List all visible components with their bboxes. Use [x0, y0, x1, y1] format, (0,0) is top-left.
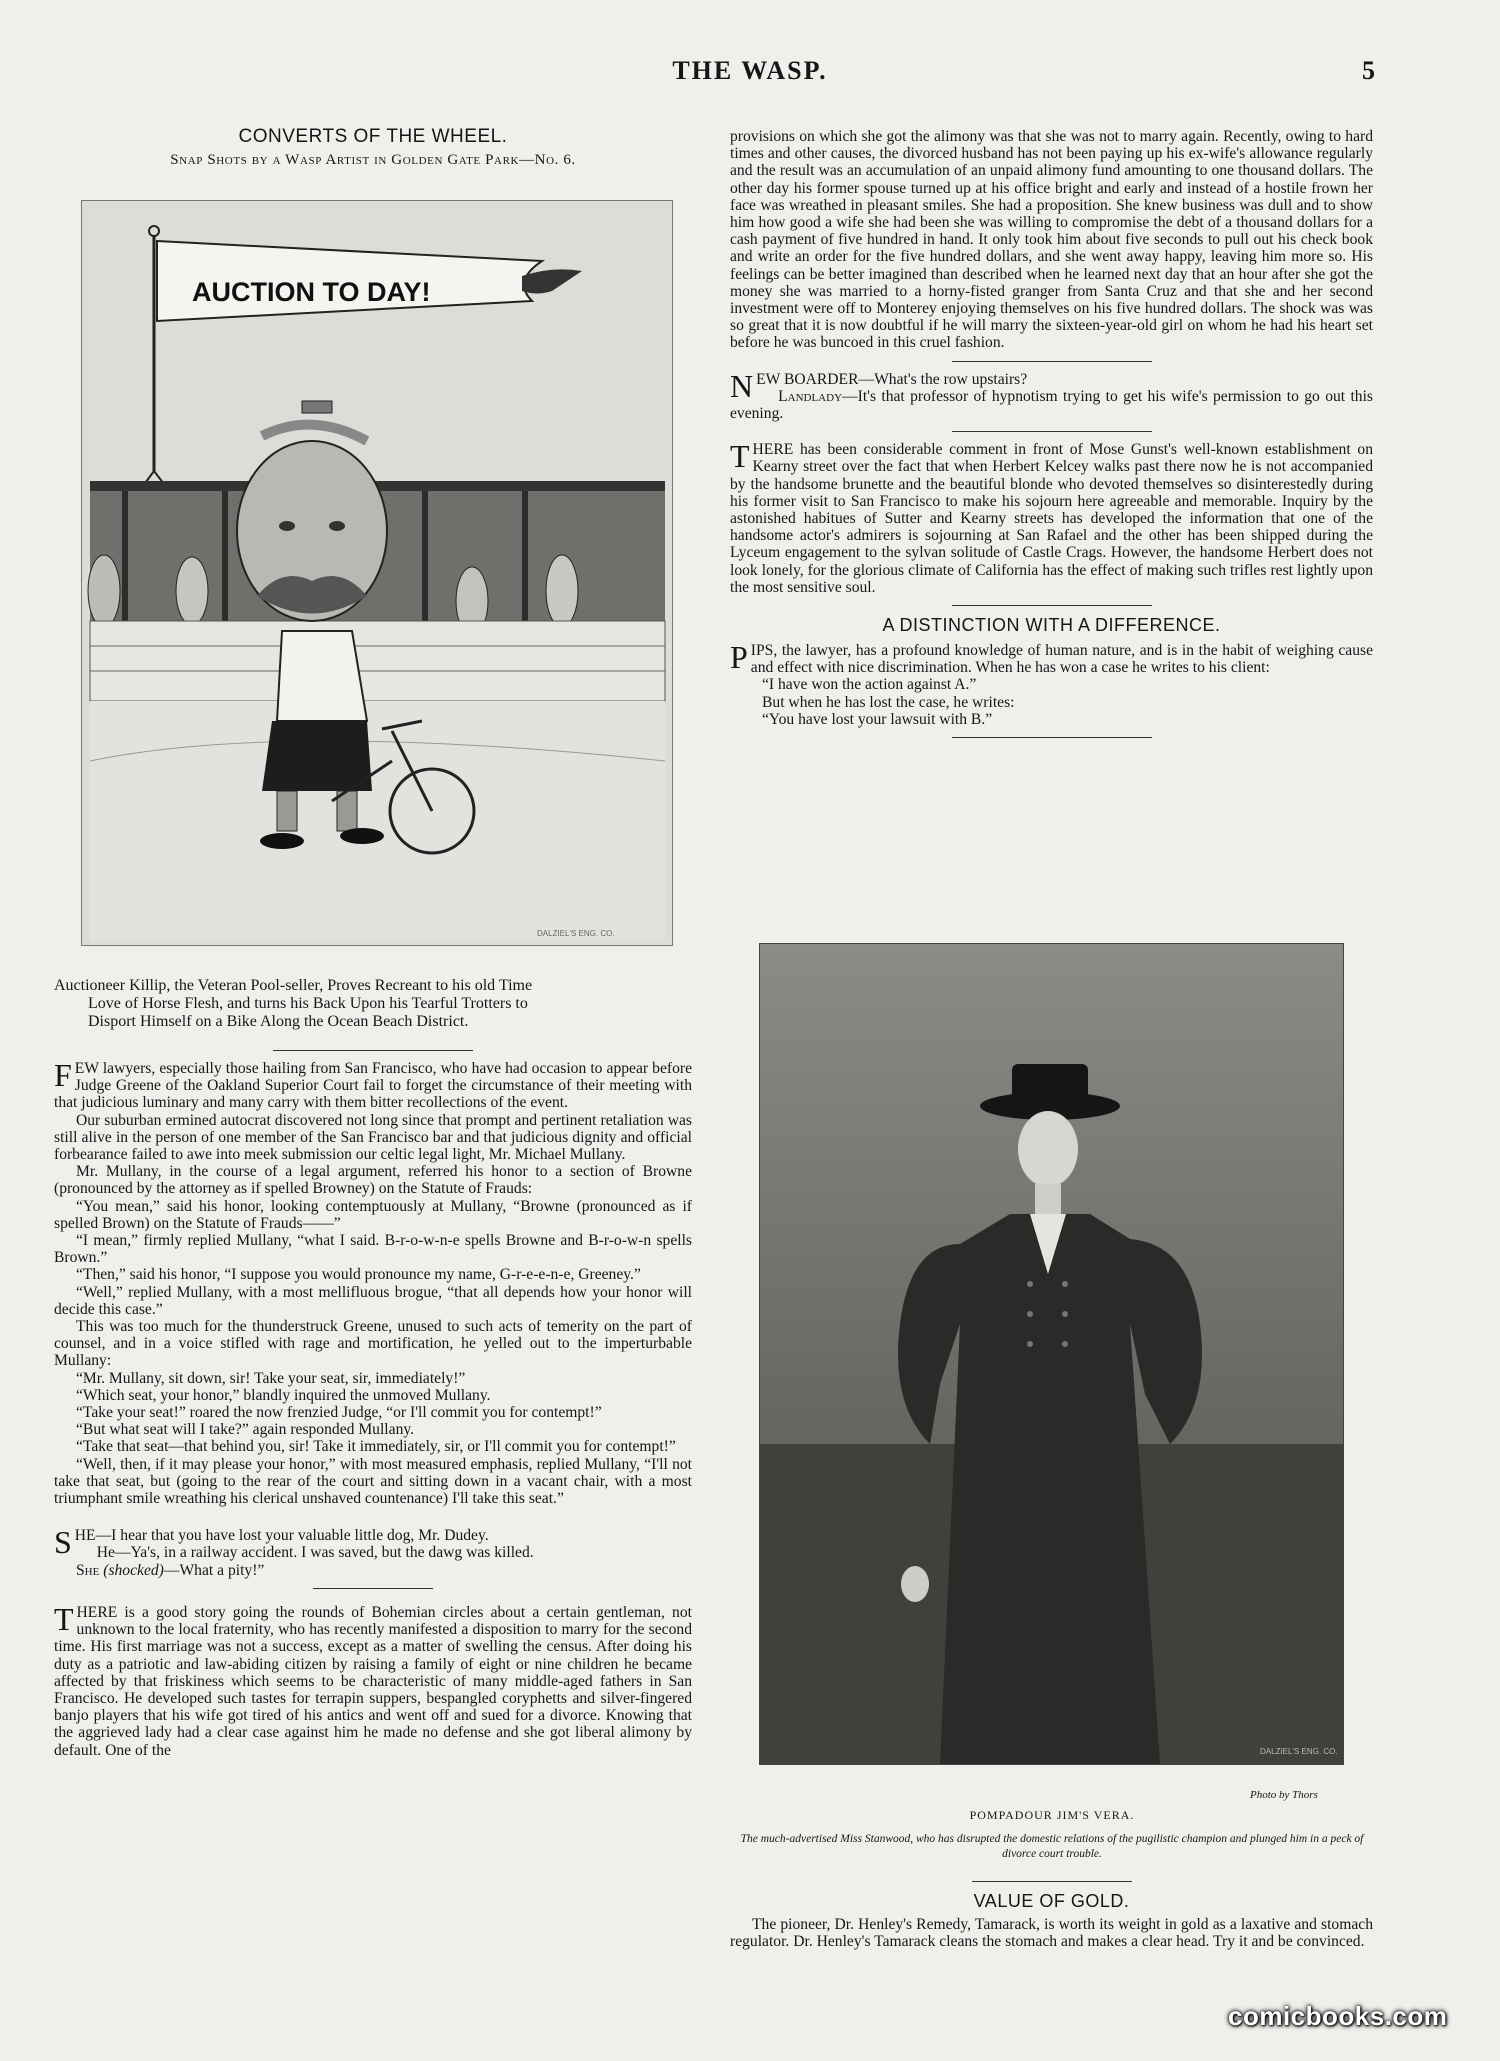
divider — [952, 431, 1152, 432]
left-column-stories — [54, 1040, 692, 1759]
cartoon-illustration — [81, 200, 673, 946]
photo-credit: Photo by Thors — [1250, 1789, 1318, 1801]
caption-line: Disport Himself on a Bike Along the Ocean Beach District. — [88, 1013, 469, 1030]
article-paragraph: “Which seat, your honor,” blandly inquired the unmoved Mullany. — [76, 1386, 491, 1404]
divider — [952, 605, 1152, 606]
article-paragraph: “Well,” replied Mullany, with a most mellifluous brogue, “that all depends how your honor will decide this case.” — [54, 1283, 692, 1318]
masthead: THE WASP. — [672, 56, 828, 85]
article-paragraph: THERE is a good story going the rounds of Bohemian circles about a certain gentleman, not unknown to the local fraternity, who has recently manifested a disposition to marry for the second time. His first marriage was not a success, except as a matter of swelling the census. After doing his duty as a patriotic and law-abiding citizen by raising a family of eight or nine children he became affected by that friskiness which seems to be characteristic of many middle-aged fathers in San Francisco. He developed such tastes for terrapin suppers, bespangled coryphetts and silver-fingered banjo players that his wife got tired of his antics and went off and sued for a divorce. Knowing that the aggrieved lady had a clear case against him he made no defense and she got liberal alimony by default. One of the — [54, 1600, 692, 1759]
section-subheading: Snap Shots by a Wasp Artist in Golden Gate Park—No. 6. — [170, 152, 576, 168]
article-paragraph: “Mr. Mullany, sit down, sir! Take your seat, sir, immediately!” — [76, 1369, 466, 1387]
joke-line: SHE—I hear that you have lost your valuable little dog, Mr. Dudey. — [54, 1524, 489, 1561]
article-paragraph: THERE has been considerable comment in front of Mose Gunst's well-known establishment on Kearny street over the fact that when Herbert Kelcey walks past there now he is not accompanied by the handsome brunette and the beautiful blonde who devoted themselves so disinterestedly during his former visit to San Francisco to make his sojourn here agreeable and memorable. Inquiry by the astonished habitues of Sutter and Kearny streets has developed the information that one of the handsome actor's admirers is sojourning at San Rafael and the other has been shipped during the Lyceum engagement to the sylvan solitude of Castle Crags. However, the handsome Herbert does not look lonely, for the glorious climate of California has the effect of making such trifles rest lightly upon the most sensitive soul. — [730, 438, 1373, 596]
stage-direction: (shocked) — [103, 1561, 164, 1579]
article-paragraph: FEW lawyers, especially those hailing from San Francisco, who have had occasion to appear before Judge Greene of the Oakland Superior Court fail to forget the circumstance of their meeting with that judicious luminary and many carry with them bitter recollections of the event. — [54, 1057, 692, 1112]
speaker-she: She — [76, 1561, 100, 1579]
article-paragraph: This was too much for the thunderstruck Greene, unused to such acts of temerity on the part of counsel, and in a voice stifled with rage and mortification, he yelled out to the imperturbable Mullany: — [54, 1318, 692, 1370]
joke-line: He—Ya's, in a railway accident. I was saved, but the dawg was killed. — [96, 1544, 534, 1562]
page-number: 5 — [1362, 56, 1375, 85]
article-paragraph: “I mean,” firmly replied Mullany, “what I said. B-r-o-w-n-e spells Browne and B-r-o-w-n spells Brown.” — [54, 1232, 692, 1267]
joke-end: —What a pity!” — [163, 1561, 265, 1579]
value-heading: VALUE OF GOLD. — [973, 1891, 1130, 1911]
speaker-landlady: Landlady — [778, 387, 843, 405]
cartoon-header — [54, 126, 692, 169]
article-paragraph: “But what seat will I take?” again responded Mullany. — [76, 1421, 415, 1439]
article-paragraph: “Well, then, if it may please your honor,” with most measured emphasis, replied Mullany, “I'll not take that seat, but (going to the rear of the court and sitting down in a vacant chair, with a most triumphant smile wreathing his clerical unshaved countenance) I'll take this seat.” — [54, 1455, 692, 1508]
article-paragraph: “Then,” said his honor, “I suppose you would pronounce my name, G-r-e-e-n-e, Greeney.” — [76, 1266, 641, 1284]
banner-text: AUCTION TO DAY! — [192, 277, 431, 307]
quote-line: “I have won the action against A.” — [762, 676, 977, 694]
article-paragraph: The pioneer, Dr. Henley's Remedy, Tamarack, is worth its weight in gold as a laxative and stomach regulator. Dr. Henley's Tamarack cleans the stomach and makes a clear head. Try it and be convinced. — [730, 1916, 1373, 1951]
photo-engraver-mark: DALZIEL'S ENG. CO. — [1260, 1747, 1338, 1756]
article-paragraph: Our suburban ermined autocrat discovered not long since that prompt and pertinent retaliation was still alive in the person of one member of the San Francisco bar and that judicious dignity and official forbearance failed to awe into meek submission our celtic legal light, Mr. Michael Mullany. — [54, 1111, 692, 1164]
caption-line: Auctioneer Killip, the Veteran Pool-seller, Proves Recreant to his old Time — [54, 977, 533, 994]
divider — [273, 1050, 473, 1051]
article-paragraph: “Take your seat!” roared the now frenzied Judge, “or I'll commit you for contempt!” — [76, 1404, 602, 1422]
article-paragraph: “Take that seat—that behind you, sir! Take it immediately, sir, or I'll commit you for contempt!” — [76, 1438, 676, 1456]
divider — [972, 1881, 1132, 1882]
quote-line: But when he has lost the case, he writes: — [762, 693, 1015, 711]
distinction-heading: A DISTINCTION WITH A DIFFERENCE. — [882, 615, 1221, 636]
divider — [952, 737, 1152, 738]
quote-line: “You have lost your lawsuit with B.” — [762, 710, 993, 728]
photo-title: POMPADOUR JIM'S VERA. — [969, 1808, 1135, 1822]
cartoon-caption — [54, 977, 694, 1031]
watermark: comicbooks.com — [1228, 2001, 1448, 2031]
article-paragraph: Mr. Mullany, in the course of a legal argument, referred his honor to a section of Browne (pronounced by the attorney as if spelled Browney) on the Statute of Frauds: — [54, 1163, 692, 1198]
article-paragraph: PIPS, the lawyer, has a profound knowledge of human nature, and is in the habit of weighing cause and effect with nice discrimination. When he has won a case he writes to his client: — [730, 639, 1373, 677]
portrait-photo — [759, 943, 1344, 1765]
article-paragraph: provisions on which she got the alimony was that she was not to marry again. Recently, owing to hard times and other causes, the divorced husband has not been paying up his ex-wife's allowance regularly and the result was an accumulation of an unpaid alimony fund amounting to one thousand dollars. The other day his former spouse turned up at his office bright and early and instead of a hostile frown her face was wreathed in pleasant smiles. She had a proposition. She knew business was dull and to show him how good a wife she had been she was willing to compromise the debt of a thousand dollars for a cash payment of five hundred in hand. It only took him about five seconds to pull out his check book and write an order for the five hundred dollars, and she went away happy, leaving him more so. His feelings can be better imagined than described when he learned next day that an hour after she got the money she was married to a horny-fisted granger from Santa Cruz and that she and her second investment were off to Monterey enjoying themselves on his five hundred dollars. The shock was was so great that it is now doubtful if he will marry the sixteen-year-old girl on whom he had his heart set before he was buncoed in this cruel fashion. — [730, 128, 1373, 352]
value-of-gold — [730, 1881, 1373, 1950]
caption-line: Love of Horse Flesh, and turns his Back Upon his Tearful Trotters to — [88, 995, 528, 1012]
portrait-drawing — [760, 944, 1343, 1764]
section-heading: CONVERTS OF THE WHEEL. — [238, 126, 508, 147]
cartoon-drawing — [82, 201, 672, 945]
engraver-mark: DALZIEL'S ENG. CO. — [537, 929, 615, 938]
right-column-stories — [730, 128, 1373, 747]
joke-line: NEW BOARDER—What's the row upstairs? — [730, 367, 1028, 404]
article-paragraph: “You mean,” said his honor, looking contemptuously at Mullany, “Browne (pronounced as if spelled Brown) on the Statute of Frauds——” — [54, 1197, 692, 1232]
joke-line — [54, 1562, 692, 1579]
photo-caption: The much-advertised Miss Stanwood, who has disrupted the domestic relations of the pugilistic champion and plunged him in a peck of divorce court trouble. — [740, 1833, 1364, 1860]
divider — [952, 361, 1152, 362]
divider — [313, 1588, 433, 1589]
joke-line — [730, 388, 1373, 422]
joke-text: —It's that professor of hypnotism trying to get his wife's permission to go out this evening. — [730, 387, 1373, 423]
